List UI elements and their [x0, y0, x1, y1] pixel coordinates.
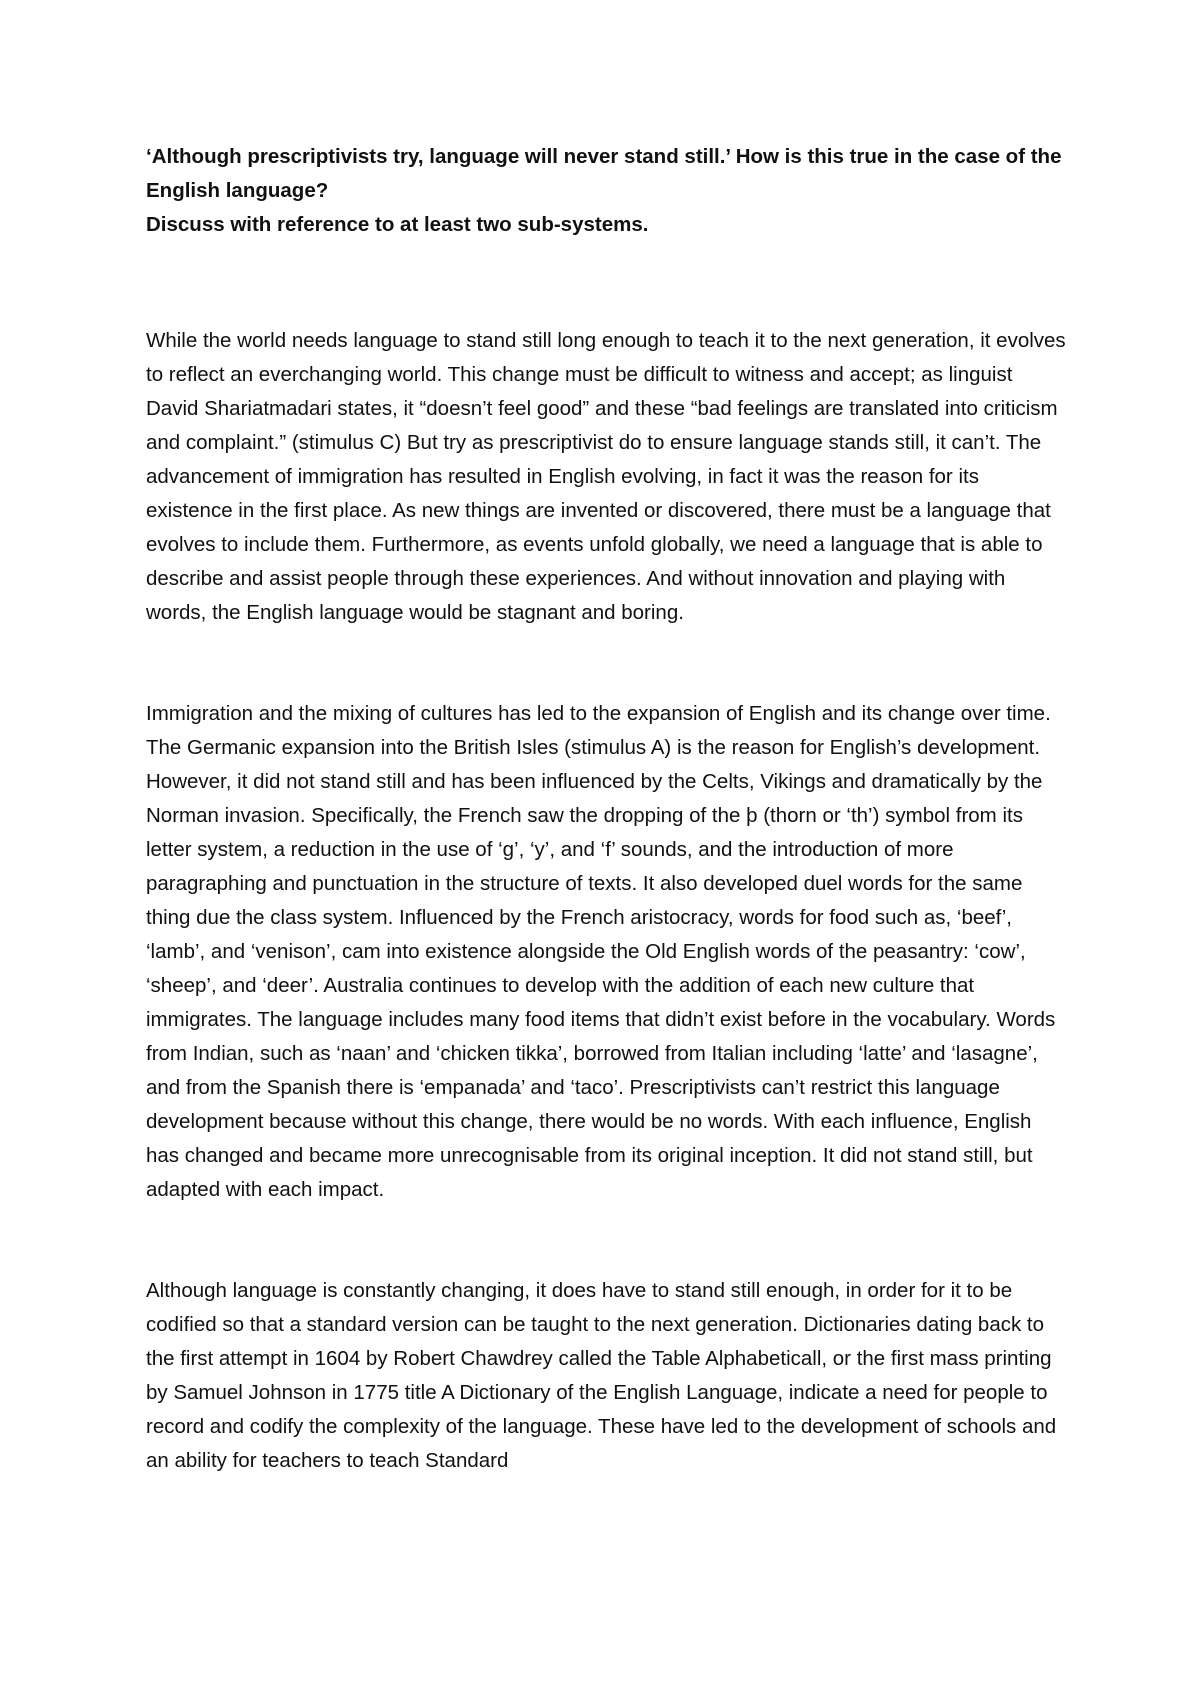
document-body — [146, 140, 1066, 1478]
paragraph-immigration: Immigration and the mixing of cultures has led to the expansion of English and its change over time. The Germanic expansion into the British Isles (stimulus A) is the reason for English’s development. However, it did not stand still and has been influenced by the Celts, Vikings and dramatically by the Norman invasion. Specifically, the French saw the dropping of the þ (thorn or ‘th’) symbol from its letter system, a reduction in the use of ‘g’, ‘y’, and ‘f’ sounds, and the introduction of more paragraphing and punctuation in the structure of texts. It also developed duel words for the same thing due the class system. Influenced by the French aristocracy, words for food such as, ‘beef’, ‘lamb’, and ‘venison’, cam into existence alongside the Old English words of the peasantry: ‘cow’, ‘sheep’, and ‘deer’. Australia continues to develop with the addition of each new culture that immigrates. The language includes many food items that didn’t exist before in the vocabulary. Words from Indian, such as ‘naan’ and ‘chicken tikka’, borrowed from Italian including ‘latte’ and ‘lasagne’, and from the Spanish there is ‘empanada’ and ‘taco’. Prescriptivists can’t restrict this language development because without this change, there would be no words. With each influence, English has changed and became more unrecognisable from its original inception. It did not stand still, but adapted with each impact. — [146, 702, 1056, 1201]
paragraph-codification: Although language is constantly changing, it does have to stand still enough, in order for it to be codified so that a standard version can be taught to the next generation. Dictionaries dating back to the first attempt in 1604 by Robert Chawdrey called the Table Alphabeticall, or the first mass printing by Samuel Johnson in 1775 title A Dictionary of the English Language, indicate a need for people to record and codify the complexity of the language. These have led to the development of schools and an ability for teachers to teach Standard — [146, 1279, 1057, 1472]
essay-instruction: Discuss with reference to at least two sub-systems. — [146, 213, 649, 236]
spacer — [146, 630, 1066, 697]
essay-prompt — [146, 140, 1066, 242]
essay-question: ‘Although prescriptivists try, language will never stand still.’ How is this true in the case of the English language? — [146, 145, 1062, 202]
spacer — [146, 1207, 1066, 1274]
spacer — [146, 242, 1066, 324]
paragraph-introduction: While the world needs language to stand still long enough to teach it to the next generation, it evolves to reflect an everchanging world. This change must be difficult to witness and accept; as linguist David Shariatmadari states, it “doesn’t feel good” and these “bad feelings are translated into criticism and complaint.” (stimulus C) But try as prescriptivist do to ensure language stands still, it can’t. The advancement of immigration has resulted in English evolving, in fact it was the reason for its existence in the first place. As new things are invented or discovered, there must be a language that evolves to include them. Furthermore, as events unfold globally, we need a language that is able to describe and assist people through these experiences. And without innovation and playing with words, the English language would be stagnant and boring. — [146, 329, 1066, 624]
